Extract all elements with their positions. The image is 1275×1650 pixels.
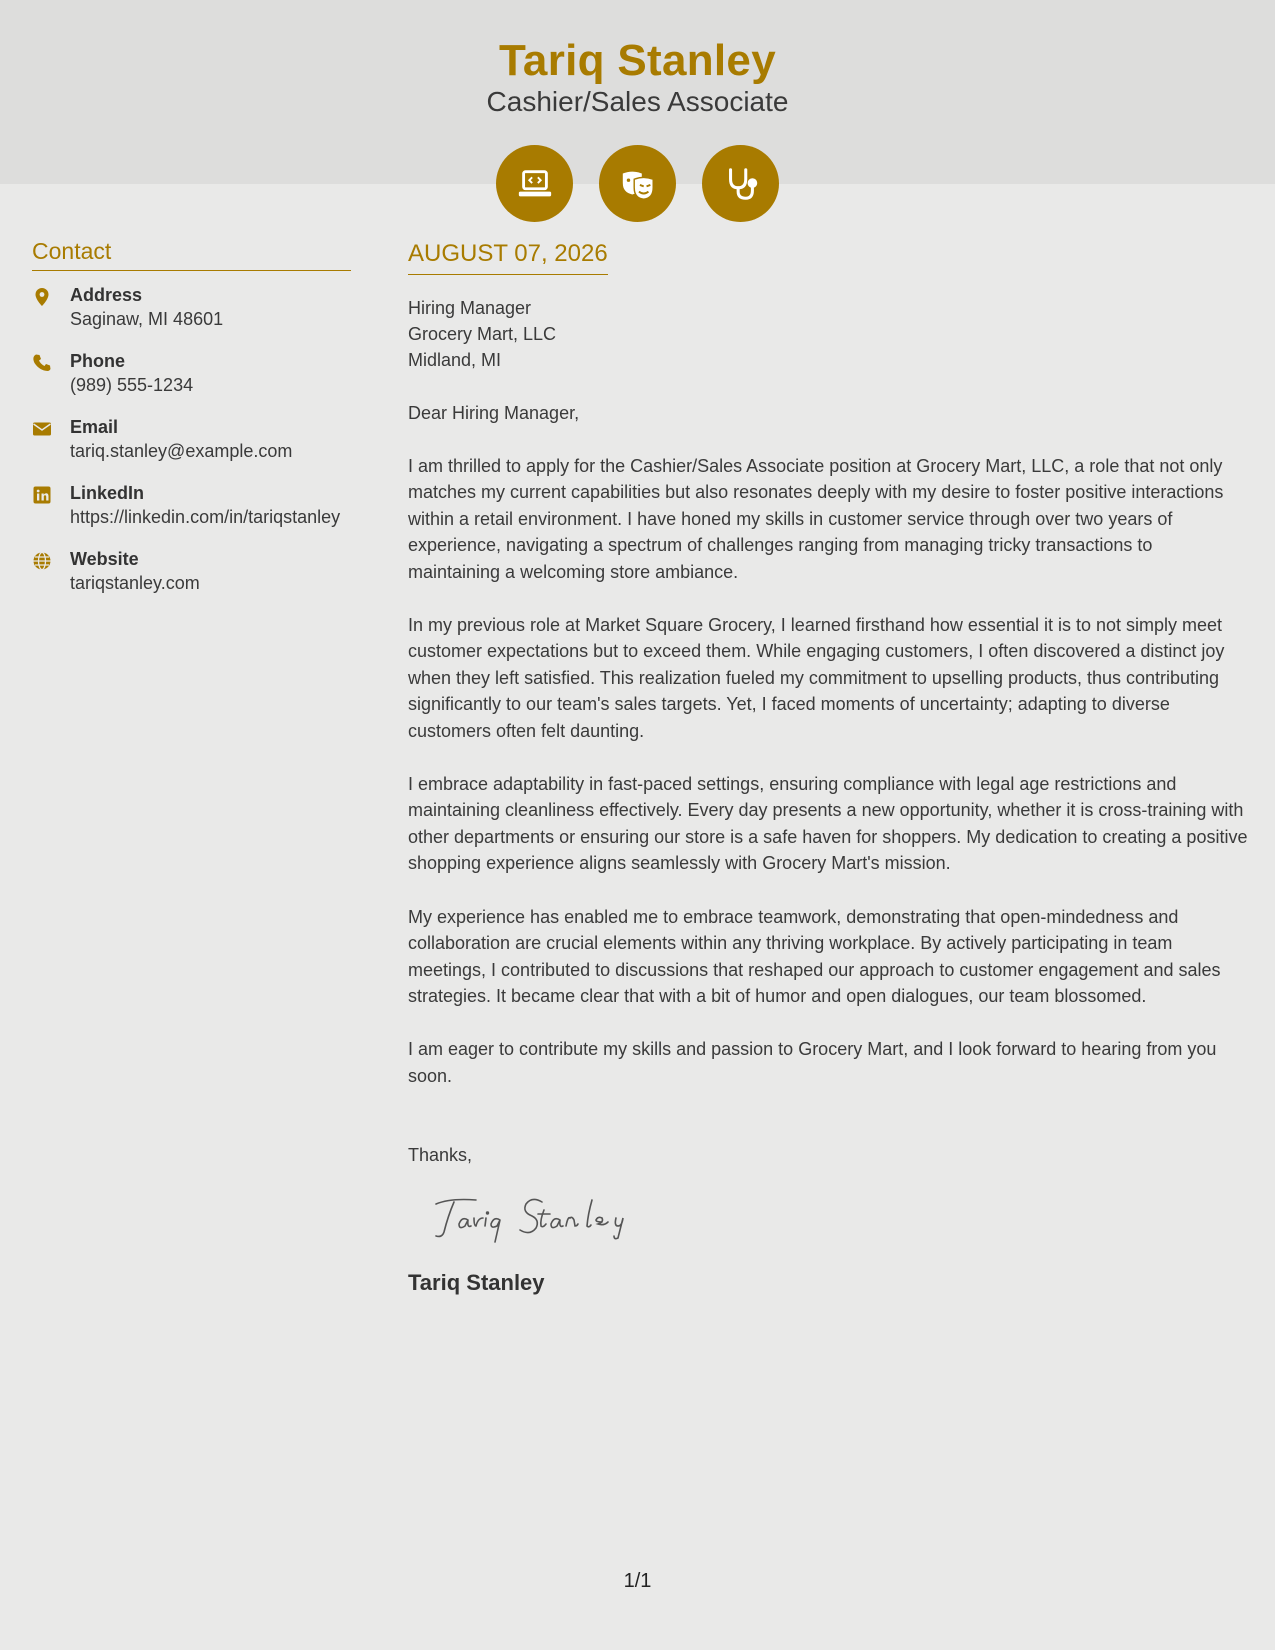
linkedin-icon [32, 481, 70, 530]
phone-value: (989) 555-1234 [70, 375, 194, 395]
address-label: Address [70, 285, 143, 305]
contact-phone [32, 349, 351, 398]
phone-icon [32, 349, 70, 398]
contact-heading: Contact [32, 238, 351, 271]
globe-icon [32, 547, 70, 596]
paragraph: I embrace adaptability in fast-paced settings, ensuring compliance with legal age restrictions and maintaining cleanliness effectively. Every day presents a new opportunity, whether it is cross-training with other departments or ensuring our store is a safe haven for shoppers. My dedication to creating a positive shopping experience aligns seamlessly with Grocery Mart's mission. [408, 774, 1248, 874]
handwritten-signature [430, 1190, 670, 1250]
map-marker-icon [32, 283, 70, 332]
email-value: tariq.stanley@example.com [70, 441, 293, 461]
applicant-role: Cashier/Sales Associate [486, 86, 789, 117]
email-label: Email [70, 417, 119, 437]
contact-address [32, 283, 351, 332]
contact-email [32, 415, 351, 464]
contact-list [32, 283, 351, 596]
contact-linkedin [32, 481, 351, 530]
signed-name: Tariq Stanley [408, 1270, 545, 1296]
paragraph: I am thrilled to apply for the Cashier/Sales Associate position at Grocery Mart, LLC, a role that not only matches my current capabilities but also resonates deeply with my desire to foster positive interactions within a retail environment. I have honed my skills in customer service through over two years of experience, navigating a spectrum of challenges ranging from managing tricky transactions to maintaining a welcoming store ambiance. [408, 456, 1224, 582]
closing: Thanks, [408, 1145, 473, 1166]
contact-sidebar [32, 238, 351, 613]
linkedin-value[interactable]: https://linkedin.com/in/tariqstanley [70, 507, 341, 527]
stethoscope-icon [702, 145, 779, 222]
website-value[interactable]: tariqstanley.com [70, 573, 200, 593]
greeting: Dear Hiring Manager, [408, 403, 580, 423]
recipient-line: Grocery Mart, LLC [408, 324, 557, 344]
recipient-block [408, 295, 1248, 373]
page-number: 1/1 [623, 1570, 652, 1592]
applicant-name: Tariq Stanley [499, 36, 776, 85]
phone-label: Phone [70, 351, 126, 371]
website-label: Website [70, 549, 139, 569]
paragraph: I am eager to contribute my skills and passion to Grocery Mart, and I look forward to hearing from you soon. [408, 1039, 1217, 1086]
linkedin-label: LinkedIn [70, 483, 145, 503]
recipient-line: Hiring Manager [408, 298, 532, 318]
theater-masks-icon [599, 145, 676, 222]
contact-website [32, 547, 351, 596]
header-icons [0, 145, 1275, 222]
laptop-code-icon [496, 145, 573, 222]
envelope-icon [32, 415, 70, 464]
recipient-line: Midland, MI [408, 350, 502, 370]
letter-body [408, 240, 1248, 1296]
paragraph: My experience has enabled me to embrace teamwork, demonstrating that open-mindedness and collaboration are crucial elements within any thriving workplace. By actively participating in team meetings, I contributed to discussions that reshaped our approach to customer engagement and sales strategies. It became clear that with a bit of humor and open dialogues, our team blossomed. [408, 906, 1221, 1006]
letter-date: AUGUST 07, 2026 [408, 240, 608, 275]
address-value: Saginaw, MI 48601 [70, 309, 224, 329]
paragraph: In my previous role at Market Square Grocery, I learned firsthand how essential it is to not simply meet customer expectations but to exceed them. While engaging customers, I often discovered a distinct joy when they left satisfied. This realization fueled my commitment to upselling products, thus contributing significantly to our team's sales targets. Yet, I faced moments of uncertainty; adapting to diverse customers often felt daunting. [408, 615, 1225, 741]
